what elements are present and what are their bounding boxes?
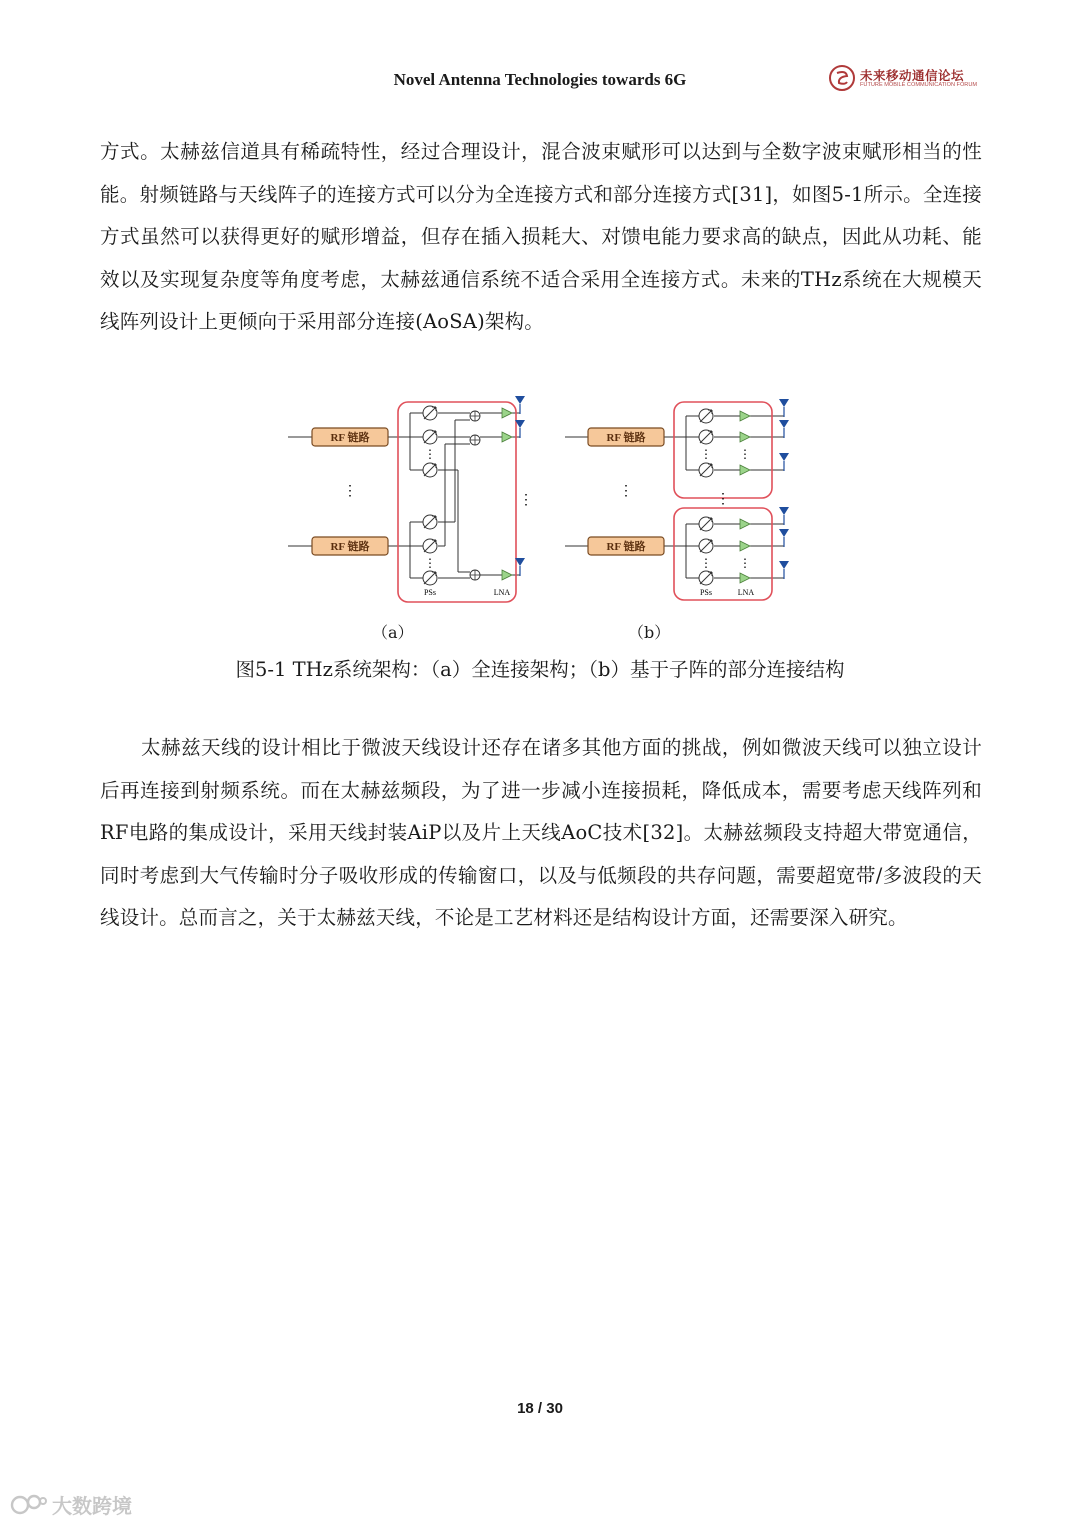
watermark	[8, 1490, 132, 1519]
lna-label-b: LNA	[737, 588, 755, 597]
header-title: Novel Antenna Technologies towards 6G	[393, 70, 687, 89]
watermark-logo-icon	[8, 1492, 48, 1518]
dots-b5: ⋮	[619, 484, 633, 499]
logo-chinese-text: 未来移动通信论坛	[860, 68, 965, 83]
subfigure-label-a: （a）	[372, 623, 414, 642]
rf-chain-a1-label: RF 链路	[330, 432, 370, 444]
forum-logo-icon	[828, 64, 856, 92]
rf-chain-b1-label: RF 链路	[606, 432, 646, 444]
paragraph-2: 太赫兹天线的设计相比于微波天线设计还存在诸多其他方面的挑战，例如微波天线可以独立设计后再连接到射频系统。而在太赫兹频段，为了进一步减小连接损耗，降低成本，需要考虑天线阵列和RF电路的集成设计，采用天线封装AiP以及片上天线AoC技术[32]。太赫兹频段支持超大带宽通信，同时考虑到大气传输时分子吸收形成的传输窗口，以及与低频段的共存问题，需要超宽带/多波段的天线设计。总而言之，关于太赫兹天线，不论是工艺材料还是结构设计方面，还需要深入研究。	[100, 736, 982, 929]
dots-a2: ⋮	[424, 556, 436, 570]
dots-b2: ⋮	[739, 447, 751, 461]
watermark-text: 大数跨境	[52, 1494, 132, 1518]
subfigure-label-b: （b）	[628, 623, 671, 642]
lna-label-a: LNA	[493, 588, 511, 597]
dots-a4: ⋮	[519, 493, 533, 508]
frame-a	[398, 402, 516, 602]
ps-label-a: PSs	[423, 588, 437, 597]
page-number: 18 / 30	[517, 1400, 563, 1417]
dots-a3: ⋮	[343, 484, 357, 499]
ps-label-b: PSs	[699, 588, 713, 597]
rf-chain-b2-label: RF 链路	[606, 541, 646, 553]
paragraph-1: 方式。太赫兹信道具有稀疏特性，经过合理设计，混合波束赋形可以达到与全数字波束赋形相当的性能。射频链路与天线阵子的连接方式可以分为全连接方式和部分连接方式[31]，如图5-1所示。全连接方式虽然可以获得更好的赋形增益，但存在插入损耗大、对馈电能力要求高的缺点，因此从功耗、能效以及实现复杂度等角度考虑，太赫兹通信系统不适合采用全连接方式。未来的THz系统在大规模天线阵列设计上更倾向于采用部分连接(AoSA)架构。	[100, 140, 982, 333]
dots-b3: ⋮	[700, 556, 712, 570]
forum-logo	[828, 64, 978, 94]
dots-a1: ⋮	[424, 447, 436, 461]
figure-caption: 图5-1 THz系统架构：（a）全连接架构；（b）基于子阵的部分连接结构	[235, 658, 845, 681]
dots-b6: ⋮	[716, 492, 730, 507]
figure-thz-architecture	[280, 392, 800, 648]
logo-english-text: FUTURE MOBILE COMMUNICATION FORUM	[860, 82, 978, 88]
dots-b1: ⋮	[700, 447, 712, 461]
dots-b4: ⋮	[739, 556, 751, 570]
rf-chain-a2-label: RF 链路	[330, 541, 370, 553]
frame-b2	[674, 508, 772, 600]
